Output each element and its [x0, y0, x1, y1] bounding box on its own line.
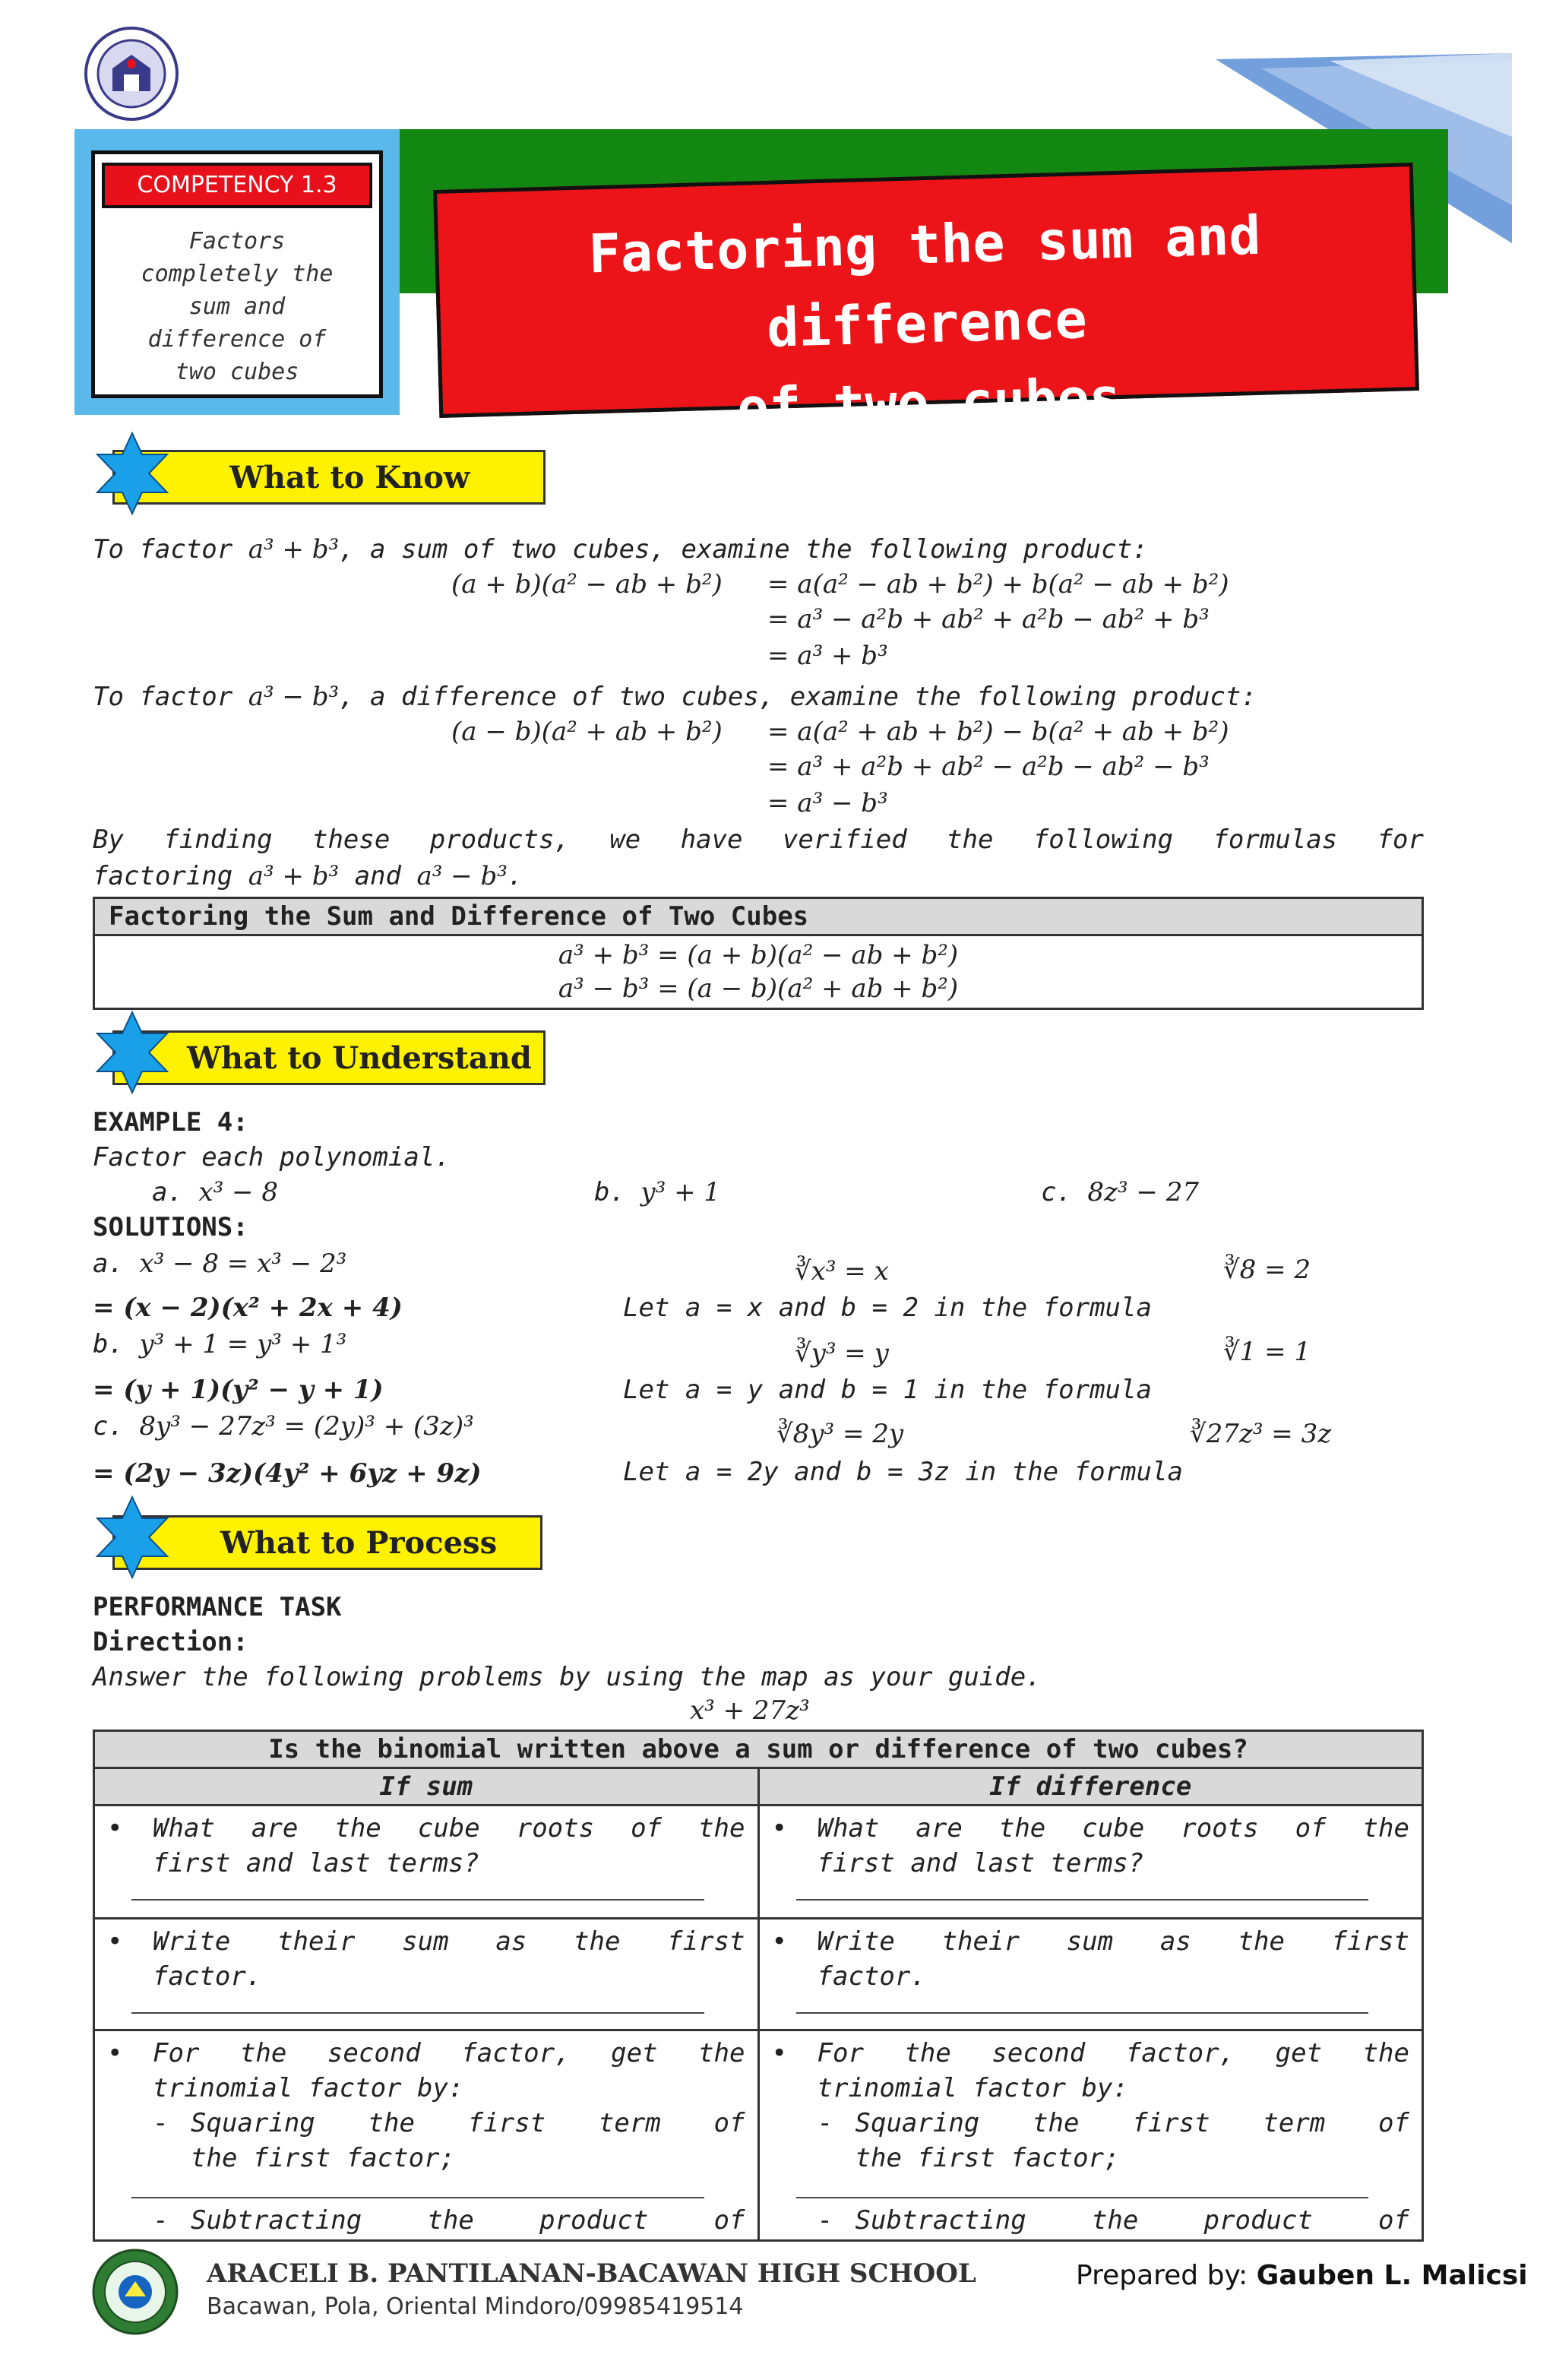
answer-blank[interactable]: [796, 2005, 1369, 2014]
answer-blank[interactable]: [131, 1891, 704, 1901]
solution-b-expression: b. y³ + 1 = y³ + 1³: [93, 1329, 347, 1359]
answer-blank[interactable]: [131, 2005, 704, 2014]
solution-c-cube-root-8y3: ∛8y³ = 2y: [776, 1419, 904, 1449]
solution-b-cube-root-y: ∛y³ = y: [795, 1338, 889, 1369]
star-icon: [94, 432, 170, 515]
difference-product: (a − b)(a² + ab + b²): [451, 717, 723, 747]
what-to-process-heading: What to Process: [220, 1525, 498, 1561]
sum-step-2: = a³ − a²b + ab² + a²b − ab² + b³: [767, 604, 1210, 635]
sum-step-3: = a³ + b³: [767, 641, 888, 671]
formula-table: [93, 897, 1424, 1010]
answer-blank[interactable]: [131, 2189, 704, 2198]
school-address: Bacawan, Pola, Oriental Mindoro/09985419514: [207, 2293, 744, 2320]
difference-first-factor-cell: • Write their sum as the first factor.: [758, 1919, 1423, 2030]
what-to-know-heading: What to Know: [229, 460, 470, 495]
solution-a-cube-root-x: ∛x³ = x: [795, 1256, 889, 1287]
answer-blank[interactable]: [796, 1891, 1369, 1901]
page-title: Factoring the sum and difference of two cubes: [587, 204, 1262, 440]
competency-description: Factors completely the sum and difference of two cubes: [141, 228, 334, 385]
solution-b-cube-root-1: ∛1 = 1: [1223, 1337, 1311, 1367]
solution-b-note: Let a = y and b = 1 in the formula: [623, 1375, 1152, 1405]
deped-seal-logo: [82, 24, 181, 123]
difference-step-3: = a³ − b³: [767, 788, 888, 818]
solution-a-note: Let a = x and b = 2 in the formula: [623, 1293, 1152, 1323]
solutions-label: SOLUTIONS:: [93, 1212, 248, 1242]
direction-label: Direction:: [93, 1627, 248, 1657]
column-header-sum: If sum: [94, 1768, 759, 1806]
difference-second-factor-cell: • For the second factor, get the trinomial factor by: - Squaring the first term of the first factor; - Subtracting the product of: [758, 2030, 1423, 2241]
performance-task-label: PERFORMANCE TASK: [93, 1592, 342, 1622]
sum-formula: a³ + b³ = (a + b)(a² − ab + b²): [558, 940, 959, 970]
solution-c-cube-root-27z3: ∛27z³ = 3z: [1190, 1419, 1332, 1449]
difference-formula: a³ − b³ = (a − b)(a² + ab + b²): [558, 973, 959, 1004]
solution-c-expression: c. 8y³ − 27z³ = (2y)³ + (3z)³: [93, 1411, 474, 1442]
sum-cube-roots-cell: • What are the cube roots of the first and last terms?: [94, 1806, 759, 1919]
answer-blank[interactable]: [796, 2189, 1369, 2198]
example-instruction: Factor each polynomial.: [93, 1142, 451, 1173]
star-icon: [94, 1495, 170, 1579]
formula-table-title: Factoring the Sum and Difference of Two Cubes: [94, 898, 1423, 935]
difference-cube-roots-cell: • What are the cube roots of the first and last terms?: [758, 1806, 1423, 1919]
column-header-difference: If difference: [758, 1768, 1423, 1806]
solution-a-cube-root-8: ∛8 = 2: [1223, 1255, 1311, 1285]
given-binomial: x³ + 27z³: [690, 1695, 810, 1726]
example-item-b: b. y³ + 1: [594, 1177, 720, 1207]
solution-c-note: Let a = 2y and b = 3z in the formula: [623, 1457, 1183, 1487]
table-question: Is the binomial written above a sum or difference of two cubes?: [94, 1731, 1423, 1768]
difference-step-2: = a³ + a²b + ab² − a²b − ab² − b³: [767, 752, 1210, 782]
solution-a-result: = (x − 2)(x² + 2x + 4): [93, 1293, 403, 1323]
sum-first-factor-cell: • Write their sum as the first factor.: [94, 1919, 759, 2030]
competency-label: COMPETENCY 1.3: [102, 163, 372, 208]
sum-step-1: = a(a² − ab + b²) + b(a² − ab + b²): [767, 569, 1229, 600]
example-item-c: c. 8z³ − 27: [1041, 1177, 1199, 1207]
star-icon: [94, 1011, 170, 1094]
solution-a-expression: a. x³ − 8 = x³ − 2³: [93, 1249, 347, 1279]
what-to-understand-heading: What to Understand: [187, 1040, 532, 1076]
difference-intro: To factor a³ − b³, a difference of two cubes, examine the following product:: [93, 682, 1257, 712]
sum-second-factor-cell: • For the second factor, get the trinomial factor by: - Squaring the first term of the first factor; - Subtracting the product of: [94, 2030, 759, 2241]
solution-b-result: = (y + 1)(y² − y + 1): [93, 1375, 384, 1405]
sum-product: (a + b)(a² − ab + b²): [451, 569, 723, 600]
verified-text-line2: factoring a³ + b³ and a³ − b³.: [93, 861, 523, 891]
solution-c-result: = (2y − 3z)(4y² + 6yz + 9z): [93, 1458, 482, 1489]
prepared-by: Prepared by: Gauben L. Malicsi: [1076, 2260, 1528, 2291]
school-seal-logo: [91, 2248, 179, 2336]
verified-text-line1: By finding these products, we have verified the following formulas for: [93, 824, 1424, 855]
difference-step-1: = a(a² + ab + b²) − b(a² + ab + b²): [767, 717, 1229, 747]
school-name: ARACELI B. PANTILANAN-BACAWAN HIGH SCHOOL: [207, 2258, 976, 2289]
sum-intro: To factor a³ + b³, a sum of two cubes, examine the following product:: [93, 534, 1148, 565]
formula-table-body: [94, 935, 1423, 1009]
example-item-a: a. x³ − 8: [152, 1177, 278, 1207]
direction-text: Answer the following problems by using the map as your guide.: [93, 1662, 1042, 1692]
example-label: EXAMPLE 4:: [93, 1107, 248, 1138]
performance-task-table: [93, 1730, 1424, 2242]
